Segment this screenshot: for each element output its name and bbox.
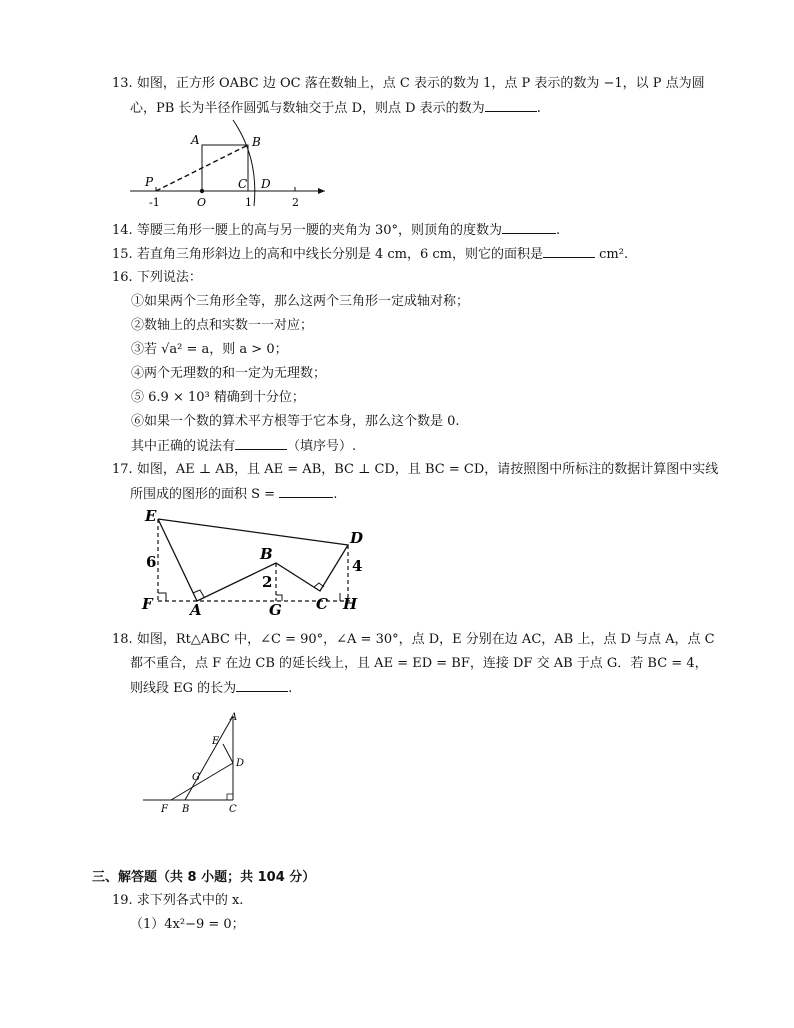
question-number: 17. [112, 462, 133, 477]
q18-line2: 都不重合，点 F 在边 CB 的延长线上，且 AE = ED = BF，连接 DF 交 AB 于点 G．若 BC = 4， [130, 656, 708, 671]
svg-text:F: F [142, 595, 153, 613]
q13-line1 [112, 75, 705, 93]
svg-text:C: C [229, 804, 237, 815]
answer-blank[interactable] [236, 679, 288, 692]
q13-text: 如图，正方形 OABC 边 OC 落在数轴上，点 C 表示的数为 1，点 P 表示的数为 −1，以 P 点为圆 [136, 76, 705, 91]
svg-text:B: B [182, 804, 190, 815]
q17-line1: 17. 如图，AE ⊥ AB，且 AE = AB，BC ⊥ CD，且 BC = CD，请按照图中所标注的数据计算图中实线 [112, 462, 719, 477]
svg-text:C: C [316, 595, 328, 613]
answer-blank[interactable] [235, 437, 287, 450]
q16-answer: 其中正确的说法有 （填序号）. [131, 439, 357, 454]
question-number: 18. [112, 632, 133, 647]
svg-text:E: E [145, 507, 157, 525]
svg-text:4: 4 [352, 557, 363, 575]
q17-figure [140, 505, 370, 617]
q16-item: ⑥如果一个数的算术平方根等于它本身，那么这个数是 0. [131, 414, 460, 429]
svg-text:B: B [260, 545, 273, 563]
q18-figure [135, 708, 255, 820]
arc [233, 120, 255, 206]
answer-blank[interactable] [485, 99, 537, 112]
answer-blank[interactable] [502, 221, 556, 234]
svg-text:6: 6 [146, 553, 157, 571]
tick-label: 1 [245, 196, 252, 209]
label-o: O [197, 196, 207, 209]
section-title: 三、解答题（共 8 小题；共 104 分） [92, 870, 316, 885]
label-p: P [145, 175, 154, 189]
svg-text:F: F [161, 804, 168, 815]
q16-item: ②数轴上的点和实数一一对应； [131, 318, 314, 333]
q18-line3: 则线段 EG 的长为 . [130, 681, 293, 696]
svg-text:G: G [269, 601, 282, 617]
svg-text:A: A [190, 601, 202, 617]
tick-label: -1 [149, 196, 160, 209]
q16-item: ①如果两个三角形全等，那么这两个三角形一定成轴对称； [131, 294, 470, 309]
q19-sub1: （1）4x²−9 = 0； [130, 917, 245, 932]
q16-item: ③若 √a² = a，则 a > 0； [131, 342, 288, 357]
solid-shape [158, 519, 348, 601]
q13-text2: 心，PB 长为半径作圆弧与数轴交于点 D，则点 D 表示的数为 [130, 101, 485, 116]
axis-arrow [318, 188, 325, 194]
answer-blank[interactable] [279, 485, 333, 498]
svg-text:2: 2 [262, 573, 273, 591]
svg-text:D: D [236, 758, 245, 769]
tick-label: 2 [292, 196, 299, 209]
svg-text:E: E [212, 736, 220, 747]
svg-text:A: A [230, 712, 238, 723]
label-d: D [261, 177, 271, 191]
svg-text:G: G [192, 772, 200, 783]
q17-line2: 所围成的图形的面积 S = . [130, 487, 338, 502]
label-c: C [238, 177, 248, 191]
question-number: 14. [112, 223, 133, 238]
question-number: 13. [112, 76, 133, 91]
q16-title: 16. 下列说法： [112, 270, 202, 285]
svg-text:H: H [343, 595, 358, 613]
q15: 15. 若直角三角形斜边上的高和中线长分别是 4 cm，6 cm，则它的面积是 cm². [112, 247, 629, 262]
q16-item: ④两个无理数的和一定为无理数； [131, 366, 327, 381]
q14: 14. 等腰三角形一腰上的高与另一腰的夹角为 30°，则顶角的度数为 . [112, 223, 561, 238]
q13-line2: 心，PB 长为半径作圆弧与数轴交于点 D，则点 D 表示的数为 . [130, 101, 541, 116]
q18-line1: 18. 如图，Rt△ABC 中，∠C = 90°，∠A = 30°，点 D，E 分别在边 AC，AB 上，点 D 与点 A，点 C [112, 632, 715, 647]
svg-text:D: D [350, 529, 364, 547]
q13-figure [125, 118, 335, 213]
question-number: 19. [112, 893, 133, 908]
label-a: A [191, 133, 200, 147]
q16-item: ⑤ 6.9 × 10³ 精确到十分位； [131, 390, 305, 405]
question-number: 15. [112, 247, 133, 262]
q19: 19. 求下列各式中的 x. [112, 893, 244, 908]
answer-blank[interactable] [543, 245, 595, 258]
question-number: 16. [112, 270, 133, 285]
label-b: B [252, 135, 261, 149]
